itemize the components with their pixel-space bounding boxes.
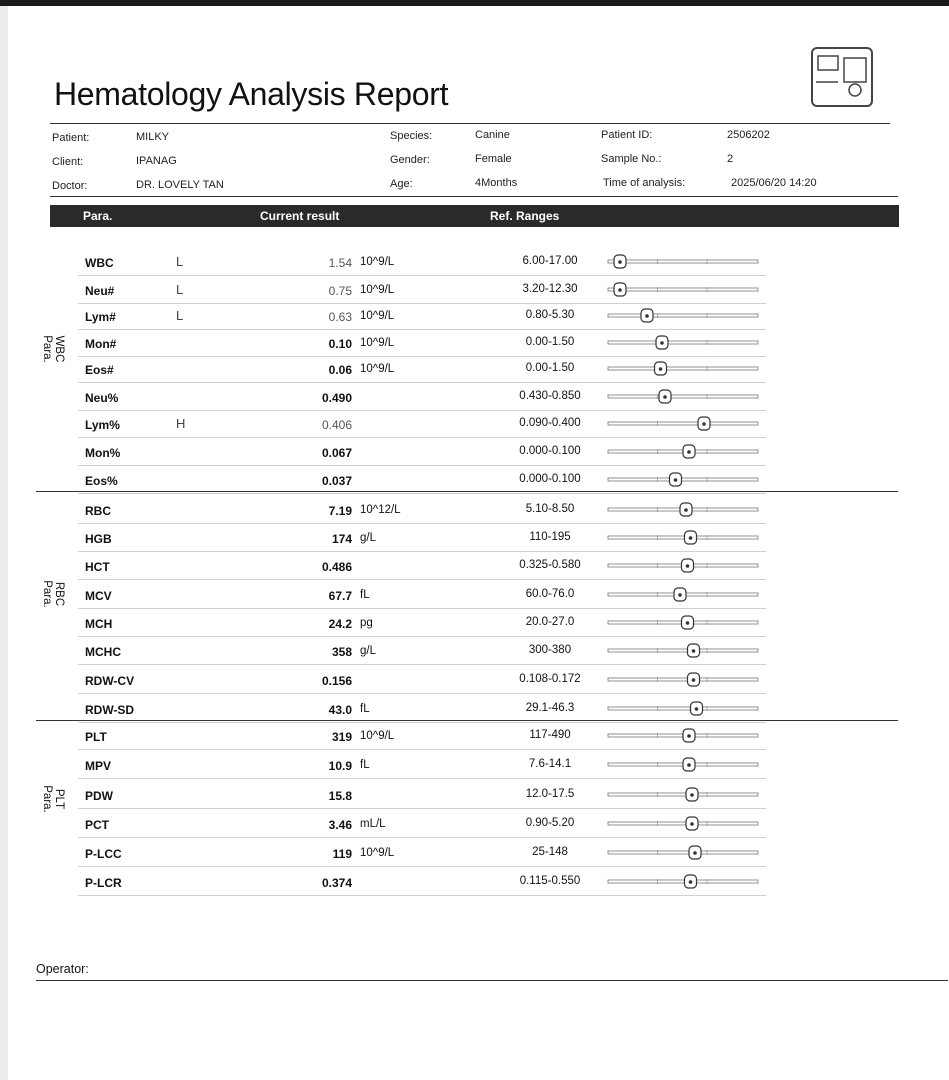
reference-range: 20.0-27.0: [525, 616, 575, 628]
result-value: 0.06: [328, 363, 352, 377]
header-ref: Ref. Ranges: [490, 209, 560, 223]
gauge-marker: [680, 503, 692, 516]
patient-value: MILKY: [136, 131, 170, 143]
range-gauge: [606, 335, 766, 351]
result-value: 119: [332, 847, 352, 861]
table-header: [50, 205, 899, 227]
report-title: Hematology Analysis Report: [54, 76, 449, 112]
param-name: Neu%: [85, 391, 119, 405]
result-value: 174: [331, 532, 352, 546]
result-unit: g/L: [360, 532, 376, 544]
range-gauge: [606, 845, 766, 861]
species-label: Species:: [390, 130, 433, 142]
range-gauge: [606, 874, 766, 890]
table-row: [78, 666, 766, 694]
range-gauge: [606, 389, 766, 405]
gauge-marker: [686, 817, 698, 830]
result-unit: 10^9/L: [360, 730, 395, 742]
range-gauge: [606, 308, 766, 324]
gender-label: Gender:: [390, 154, 430, 166]
patient-id-value: 2506202: [727, 129, 770, 141]
param-name: Mon#: [85, 337, 117, 351]
header-current: Current result: [260, 209, 340, 223]
result-value: 0.486: [321, 560, 352, 574]
gauge-marker: [659, 390, 671, 403]
wbc-rbc-divider: [36, 491, 898, 492]
result-unit: 10^12/L: [360, 504, 401, 516]
range-gauge: [606, 558, 766, 574]
result-value: 43.0: [328, 703, 352, 717]
reference-range: 300-380: [528, 644, 572, 656]
gauge-marker: [685, 875, 697, 888]
param-name: HGB: [85, 532, 112, 546]
reference-range: 6.00-17.00: [522, 255, 578, 267]
range-gauge: [606, 282, 766, 298]
patient-label: Patient:: [52, 132, 90, 144]
result-value: 0.156: [321, 674, 352, 688]
param-name: RDW-SD: [85, 703, 135, 717]
table-row: [78, 609, 766, 637]
reference-range: 0.115-0.550: [519, 875, 581, 887]
result-value: 0.406: [321, 418, 352, 432]
param-name: HCT: [85, 560, 110, 574]
range-gauge: [606, 701, 766, 717]
param-name: WBC: [85, 256, 114, 270]
flag-indicator: L: [176, 308, 184, 323]
range-gauge: [606, 816, 766, 832]
table-row: [78, 302, 766, 330]
result-unit: 10^9/L: [360, 256, 395, 268]
sample-value: 2: [727, 153, 734, 165]
gauge-marker: [689, 846, 701, 859]
reference-range: 0.000-0.100: [519, 473, 581, 485]
result-value: 0.037: [321, 474, 352, 488]
reference-range: 0.108-0.172: [519, 673, 581, 685]
reference-range: 7.6-14.1: [528, 758, 572, 770]
gauge-marker: [674, 588, 686, 601]
table-row: [78, 810, 766, 838]
result-value: 1.54: [328, 256, 352, 270]
result-unit: 10^9/L: [360, 847, 395, 859]
doctor-label: Doctor:: [52, 180, 88, 192]
gauge-marker: [670, 473, 682, 486]
gauge-marker: [691, 702, 703, 715]
time-label: Time of analysis:: [603, 177, 686, 189]
result-unit: g/L: [360, 645, 376, 657]
reference-range: 12.0-17.5: [525, 788, 575, 800]
group-wbc: WBC Para.: [41, 335, 65, 363]
table-row: [78, 581, 766, 609]
group-plt: PLT Para.: [41, 785, 65, 813]
table-row: [78, 276, 766, 304]
range-gauge: [606, 361, 766, 377]
rbc-plt-divider: [36, 720, 898, 721]
gauge-marker: [614, 283, 626, 296]
result-unit: fL: [360, 759, 370, 771]
result-value: 0.067: [321, 446, 352, 460]
table-row: [78, 438, 766, 466]
gauge-marker: [655, 362, 667, 375]
reference-range: 0.00-1.50: [525, 336, 575, 348]
result-unit: fL: [360, 589, 370, 601]
result-unit: 10^9/L: [360, 363, 395, 375]
gauge-marker: [688, 673, 700, 686]
param-name: MCHC: [85, 645, 121, 659]
analyzer-icon: [806, 42, 882, 112]
gauge-marker: [688, 644, 700, 657]
range-gauge: [606, 472, 766, 488]
result-value: 0.75: [328, 284, 352, 298]
table-row: [78, 695, 766, 723]
table-row: [78, 496, 766, 524]
param-name: RBC: [85, 504, 111, 518]
range-gauge: [606, 672, 766, 688]
param-name: Mon%: [85, 446, 121, 460]
param-name: Eos#: [85, 363, 114, 377]
header-para: Para.: [83, 209, 113, 223]
table-row: [78, 751, 766, 779]
result-unit: pg: [360, 617, 373, 629]
table-row: [78, 868, 766, 896]
result-value: 358: [331, 645, 352, 659]
param-name: MCH: [85, 617, 113, 631]
param-name: Lym#: [85, 310, 116, 324]
param-name: PDW: [85, 789, 113, 803]
result-value: 319: [331, 730, 352, 744]
range-gauge: [606, 587, 766, 603]
info-top-rule: [50, 123, 890, 124]
reference-range: 117-490: [529, 729, 571, 741]
result-value: 24.2: [328, 617, 352, 631]
table-row: [78, 524, 766, 552]
flag-indicator: L: [176, 282, 184, 297]
result-value: 0.10: [328, 337, 352, 351]
table-row: [78, 552, 766, 580]
time-value: 2025/06/20 14:20: [731, 177, 817, 189]
reference-range: 0.80-5.30: [525, 309, 575, 321]
reference-range: 0.430-0.850: [519, 390, 581, 402]
range-gauge: [606, 787, 766, 803]
reference-range: 0.090-0.400: [519, 417, 581, 429]
result-value: 0.374: [321, 876, 352, 890]
range-gauge: [606, 615, 766, 631]
table-row: [78, 248, 766, 276]
flag-indicator: L: [176, 254, 184, 269]
group-rbc: RBC Para.: [41, 580, 65, 608]
result-value: 7.19: [328, 504, 352, 518]
result-unit: 10^9/L: [360, 310, 395, 322]
range-gauge: [606, 444, 766, 460]
table-row: [78, 722, 766, 750]
table-row: [78, 839, 766, 867]
param-name: RDW-CV: [85, 674, 135, 688]
patient-id-label: Patient ID:: [601, 129, 653, 141]
result-unit: fL: [360, 703, 370, 715]
range-gauge: [606, 416, 766, 432]
param-name: PCT: [85, 818, 109, 832]
reference-range: 5.10-8.50: [525, 503, 575, 515]
range-gauge: [606, 502, 766, 518]
client-value: IPANAG: [136, 155, 177, 167]
table-row: [78, 637, 766, 665]
gauge-marker: [614, 255, 626, 268]
sample-label: Sample No.:: [601, 153, 662, 165]
reference-range: 25-148: [532, 846, 568, 858]
param-name: Neu#: [85, 284, 115, 298]
reference-range: 60.0-76.0: [525, 588, 575, 600]
gender-value: Female: [475, 153, 512, 165]
reference-range: 3.20-12.30: [522, 283, 578, 295]
param-name: P-LCC: [85, 847, 122, 861]
result-value: 0.63: [328, 310, 352, 324]
result-value: 10.9: [328, 759, 352, 773]
table-row: [78, 355, 766, 383]
result-unit: mL/L: [360, 818, 386, 830]
table-row: [78, 410, 766, 438]
range-gauge: [606, 643, 766, 659]
reference-range: 0.000-0.100: [519, 445, 581, 457]
gauge-marker: [685, 531, 697, 544]
param-name: P-LCR: [85, 876, 122, 890]
gauge-marker: [641, 309, 653, 322]
result-value: 0.490: [321, 391, 352, 405]
param-name: MPV: [85, 759, 112, 773]
gauge-marker: [686, 788, 698, 801]
result-value: 15.8: [328, 789, 352, 803]
gauge-marker: [682, 616, 694, 629]
result-unit: 10^9/L: [360, 284, 395, 296]
gauge-marker: [683, 758, 695, 771]
param-name: Eos%: [85, 474, 118, 488]
client-label: Client:: [52, 156, 84, 168]
operator-line: [36, 980, 948, 981]
result-value: 3.46: [328, 818, 352, 832]
flag-indicator: H: [176, 416, 186, 431]
table-row: [78, 383, 766, 411]
param-name: MCV: [85, 589, 112, 603]
gauge-marker: [683, 729, 695, 742]
result-value: 67.7: [328, 589, 352, 603]
range-gauge: [606, 530, 766, 546]
param-name: PLT: [85, 730, 107, 744]
gauge-marker: [656, 336, 668, 349]
result-unit: 10^9/L: [360, 337, 395, 349]
info-bottom-rule: [50, 196, 898, 197]
table-row: [78, 781, 766, 809]
reference-range: 110-195: [529, 531, 571, 543]
gauge-marker: [683, 445, 695, 458]
reference-range: 0.00-1.50: [525, 362, 575, 374]
reference-range: 0.90-5.20: [525, 817, 575, 829]
table-row: [78, 466, 766, 494]
gauge-marker: [698, 417, 710, 430]
age-value: 4Months: [475, 177, 518, 189]
reference-range: 29.1-46.3: [525, 702, 575, 714]
param-name: Lym%: [85, 418, 120, 432]
doctor-value: DR. LOVELY TAN: [136, 179, 224, 191]
range-gauge: [606, 728, 766, 744]
reference-range: 0.325-0.580: [519, 559, 581, 571]
age-label: Age:: [390, 178, 413, 190]
range-gauge: [606, 757, 766, 773]
table-row: [78, 329, 766, 357]
range-gauge: [606, 254, 766, 270]
species-value: Canine: [475, 129, 510, 141]
operator-label: Operator:: [36, 962, 89, 976]
gauge-marker: [682, 559, 694, 572]
